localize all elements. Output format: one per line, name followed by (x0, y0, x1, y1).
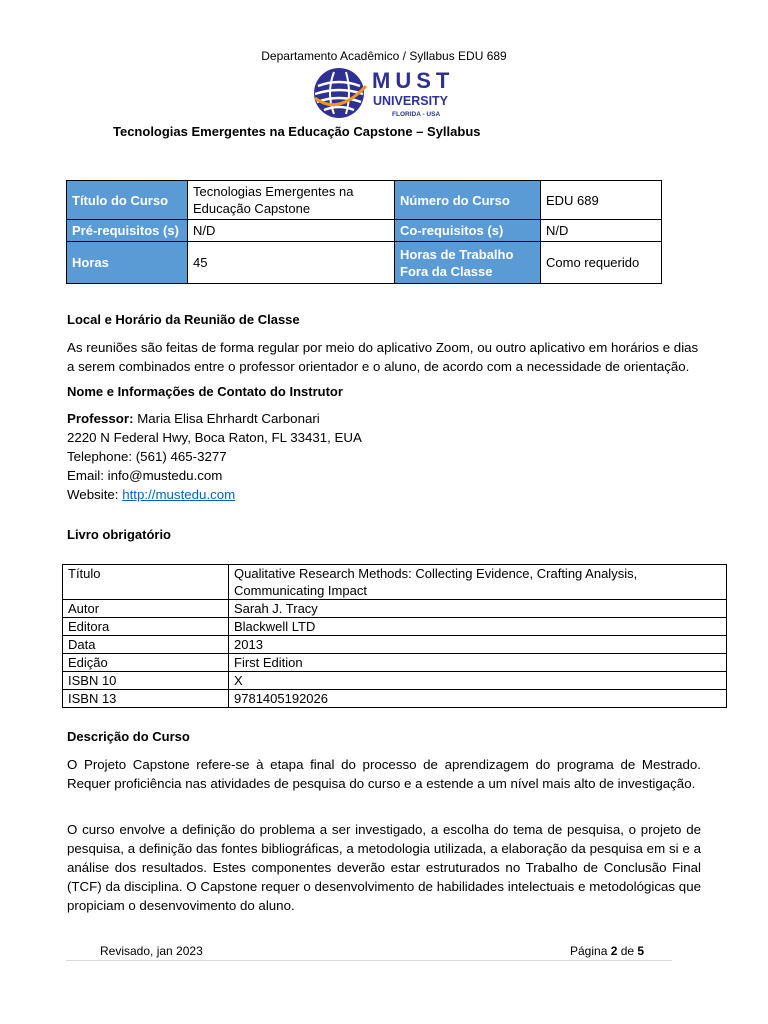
outside-hours-value: Como requerido (541, 242, 662, 284)
hours-label: Horas (67, 242, 188, 284)
logo-word-must: MUST (372, 68, 455, 93)
book-table (62, 564, 727, 708)
description-heading: Descrição do Curso (67, 729, 190, 744)
instructor-contact (67, 409, 362, 504)
book-cell-label: ISBN 10 (63, 672, 229, 690)
footer-page-number (570, 944, 644, 958)
meeting-text: As reuniões são feitas de forma regular por meio do aplicativo Zoom, ou outro aplicativo em horários e dias a serem combinados entre o professor orientador e o aluno, de acordo com a necessidade de orientação. (67, 340, 699, 374)
table-row (63, 618, 727, 636)
book-heading: Livro obrigatório (67, 527, 171, 542)
professor-label: Professor: (67, 411, 134, 426)
book-cell-label: Edição (63, 654, 229, 672)
corequisites-label: Co-requisitos (s) (395, 220, 541, 242)
document-title: Tecnologias Emergentes na Educação Capstone – Syllabus (113, 124, 481, 139)
book-cell-label: ISBN 13 (63, 690, 229, 708)
telephone-line: Telephone: (561) 465-3277 (67, 449, 227, 464)
meeting-heading: Local e Horário da Reunião de Classe (67, 312, 300, 327)
table-row (63, 690, 727, 708)
department-header: Departamento Acadêmico / Syllabus EDU 689 (261, 49, 507, 63)
website-link[interactable]: http://mustedu.com (122, 487, 236, 502)
footer-divider (66, 960, 672, 961)
book-cell-label: Data (63, 636, 229, 654)
book-cell-label: Autor (63, 600, 229, 618)
book-cell-label: Editora (63, 618, 229, 636)
book-cell-value: Sarah J. Tracy (229, 600, 727, 618)
page-total: 5 (637, 944, 645, 958)
logo-word-florida: FLORIDA - USA (392, 111, 441, 118)
page-of: de (617, 944, 638, 958)
table-row (63, 654, 727, 672)
table-row (67, 181, 662, 220)
table-row (63, 565, 727, 600)
table-row (67, 242, 662, 284)
website-label: Website: (67, 487, 123, 502)
book-cell-value: 9781405192026 (229, 690, 727, 708)
prerequisites-value: N/D (188, 220, 395, 242)
book-cell-label: Título (63, 565, 229, 600)
email-line: Email: info@mustedu.com (67, 468, 223, 483)
table-row (63, 636, 727, 654)
outside-hours-label: Horas de Trabalho Fora da Classe (395, 242, 541, 284)
prerequisites-label: Pré-requisitos (s) (67, 220, 188, 242)
hours-value: 45 (188, 242, 395, 284)
table-row (67, 220, 662, 242)
table-row (63, 600, 727, 618)
page-current: 2 (610, 944, 618, 958)
page-word: Página (570, 944, 611, 958)
book-cell-value: 2013 (229, 636, 727, 654)
book-cell-value: X (229, 672, 727, 690)
course-title-label: Título do Curso (67, 181, 188, 220)
instructor-heading: Nome e Informações de Contato do Instrutor (67, 384, 343, 399)
logo-word-university: UNIVERSITY (373, 94, 449, 108)
course-title-value: Tecnologias Emergentes na Educação Capstone (188, 181, 395, 220)
professor-name: Maria Elisa Ehrhardt Carbonari (133, 411, 320, 426)
address-line: 2220 N Federal Hwy, Boca Raton, FL 33431, EUA (67, 430, 362, 445)
website-line (67, 485, 362, 504)
description-paragraph-1: O Projeto Capstone refere-se à etapa final do processo de aprendizagem do programa de Mestrado. Requer proficiência nas atividades de pesquisa do curso e a estende a um nível mais alto de investigação. (67, 757, 701, 791)
description-paragraph-2: O curso envolve a definição do problema a ser investigado, a escolha do tema de pesquisa, o projeto de pesquisa, a definição das fontes bibliográficas, a metodologia utilizada, a elaboração da pesquisa em si e a análise dos resultados. Estes componentes deverão estar estruturados no Trabalho de Conclusão Final (TCF) da disciplina. O Capstone requer o desenvolvimento de habilidades intelectuais e metodológicas que propiciam o desenvovimento do aluno. (67, 822, 701, 913)
course-number-value: EDU 689 (541, 181, 662, 220)
book-cell-value: Blackwell LTD (229, 618, 727, 636)
book-cell-value: Qualitative Research Methods: Collecting Evidence, Crafting Analysis, Communicating Impact (229, 565, 727, 600)
course-info-table (66, 180, 662, 284)
must-university-logo (312, 64, 462, 122)
course-number-label: Número do Curso (395, 181, 541, 220)
professor-line (67, 409, 362, 428)
footer-revised: Revisado, jan 2023 (100, 944, 203, 958)
corequisites-value: N/D (541, 220, 662, 242)
book-cell-value: First Edition (229, 654, 727, 672)
table-row (63, 672, 727, 690)
